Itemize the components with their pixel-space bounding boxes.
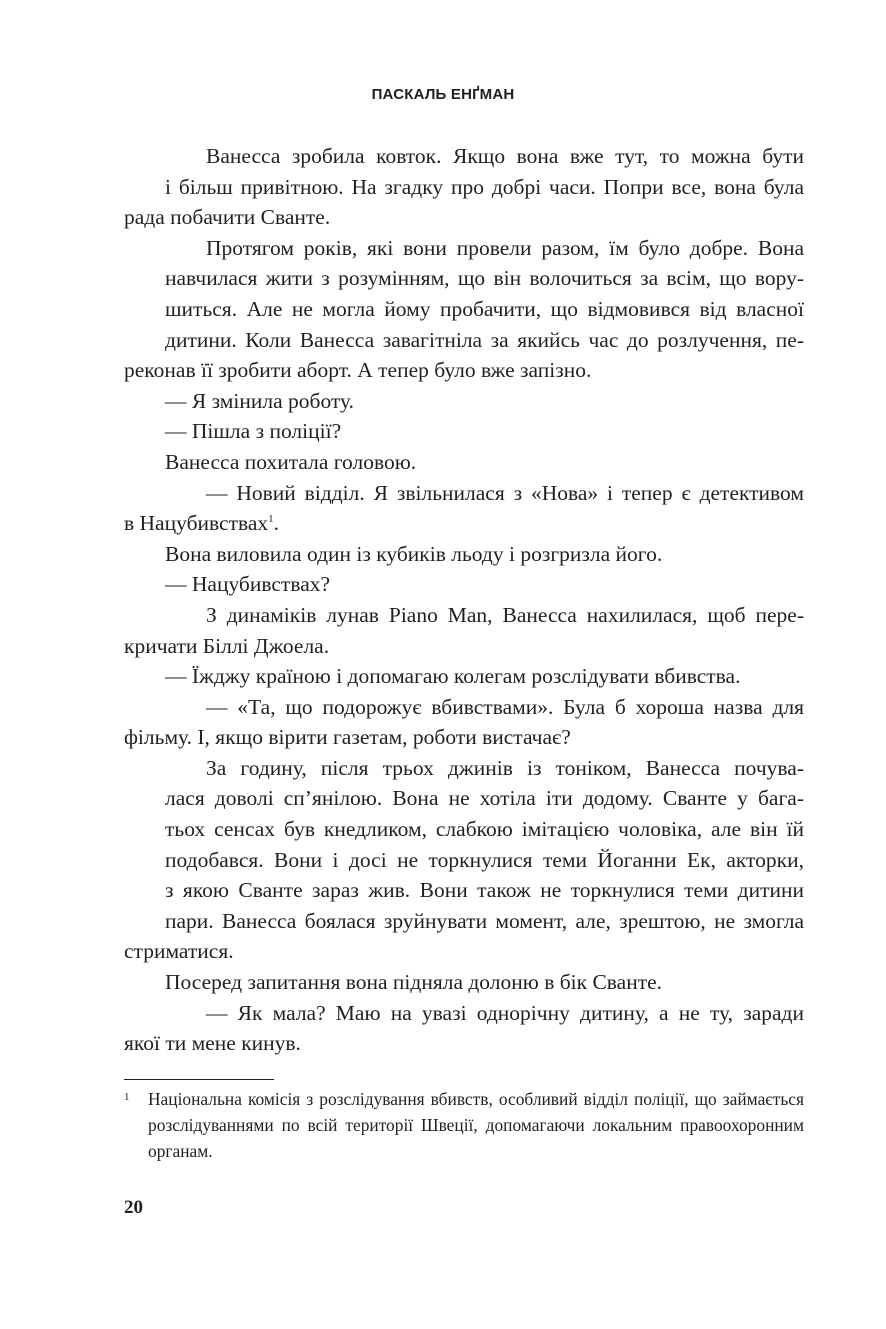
- paragraph: [124, 141, 804, 233]
- paragraph: [124, 233, 804, 386]
- line: тьох сенсах був кнедликом, слабкою імітацією чоловіка, але він їй: [165, 817, 804, 842]
- dialogue-line: [124, 386, 804, 417]
- dialogue-line: [124, 569, 804, 600]
- footnote-text: Національна комісія з розслідування вбивств, особливий відділ поліції, що займається розслідуваннями по всій території Швеції, допомагаючи локальним правоохоронним органам.: [148, 1089, 804, 1161]
- footnote: [124, 1086, 804, 1164]
- line: рада побачити Сванте.: [124, 205, 331, 230]
- line: — Як мала? Маю на увазі однорічну дитину, а не ту, заради: [206, 1000, 804, 1025]
- line: з якою Сванте зараз жив. Вони також не торкнулися теми дитини: [165, 878, 804, 903]
- line: подобався. Вони і досі не торкнулися теми Йоганни Ек, акторки,: [165, 847, 804, 872]
- line: Посеред запитання вона підняла долоню в бік Сванте.: [165, 970, 663, 995]
- paragraph: [124, 447, 804, 478]
- footnote-marker[interactable]: 1: [268, 513, 274, 526]
- line: Ванесса зробила ковток. Якщо вона вже тут, то можна бути: [206, 144, 804, 168]
- line: лася доволі сп’янілою. Вона не хотіла іти додому. Сванте у бага-: [165, 786, 804, 811]
- dialogue-line: [124, 998, 804, 1059]
- page-number: 20: [124, 1197, 143, 1218]
- paragraph: [124, 753, 804, 967]
- line: Вона виловила один із кубиків льоду і розгризла його.: [165, 541, 663, 566]
- line: кричати Біллі Джоела.: [124, 633, 330, 658]
- line: — Новий відділ. Я звільнилася з «Нова» і тепер є детективом: [206, 480, 804, 505]
- line: За годину, після трьох джинів із тоніком, Ванесса почува-: [206, 755, 804, 780]
- line: Ванесса похитала головою.: [165, 449, 417, 474]
- line: — Їжджу країною і допомагаю колегам розслідувати вбивства.: [165, 664, 741, 689]
- line: Протягом років, які вони провели разом, їм було добре. Вона: [206, 235, 804, 260]
- line: реконав її зробити аборт. А тепер було вже запізно.: [124, 358, 592, 383]
- paragraph: [124, 600, 804, 661]
- line: З динаміків лунав Piano Man, Ванесса нахилилася, щоб пере-: [206, 602, 804, 627]
- dialogue-line: [124, 692, 804, 753]
- line: — «Та, що подорожує вбивствами». Була б хороша назва для: [206, 694, 804, 719]
- footnote-number: 1: [124, 1091, 130, 1103]
- line: навчилася жити з розумінням, що він волочиться за всім, що вору-: [165, 266, 804, 291]
- line: — Нацубивствах?: [165, 572, 331, 597]
- line: стриматися.: [124, 939, 234, 964]
- line: фільму. І, якщо вірити газетам, роботи вистачає?: [124, 725, 571, 750]
- dialogue-line: [124, 661, 804, 692]
- dialogue-line: — Новий відділ. Я звільнилася з «Нова» і тепер є детективом в Нацубивствах$^1$.: [124, 478, 804, 539]
- line: якої ти мене кинув.: [124, 1031, 301, 1056]
- paragraph: [124, 539, 804, 570]
- line: — Я змінила роботу.: [165, 388, 355, 413]
- dialogue-line: [124, 416, 804, 447]
- line: пари. Ванесса боялася зруйнувати момент, але, зрештою, не змогла: [165, 908, 804, 933]
- paragraph: [124, 967, 804, 998]
- line: в Нацубивствах: [124, 511, 269, 536]
- line: — Пішла з поліції?: [165, 419, 342, 444]
- running-header: ПАСКАЛЬ ЕНҐМАН: [371, 86, 515, 103]
- line: дитини. Коли Ванесса завагітніла за якийсь час до розлучення, пе-: [165, 327, 804, 352]
- line: і більш привітною. На згадку про добрі часи. Попри все, вона була: [165, 174, 804, 199]
- body-text: [124, 141, 804, 1059]
- line: шиться. Але не могла йому пробачити, що відмовився від власної: [165, 296, 804, 321]
- footnote-divider: [124, 1079, 274, 1080]
